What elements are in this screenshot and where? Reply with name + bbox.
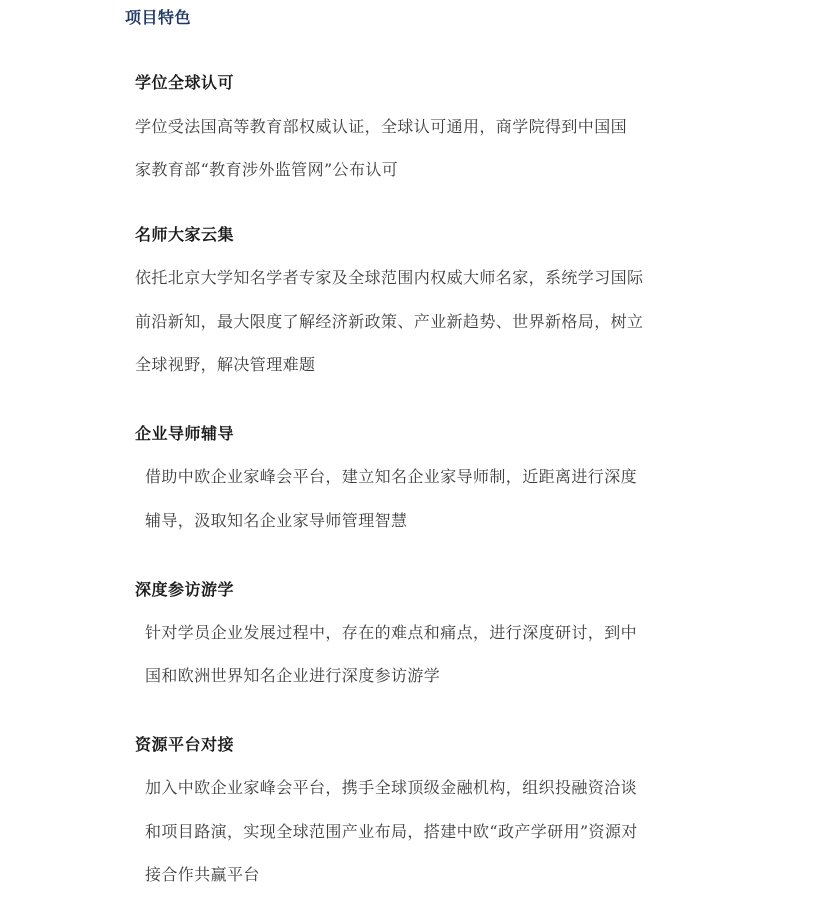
section-text-line: 辅导，汲取知名企业家导师管理智慧: [145, 511, 408, 530]
section-heading-resources: 资源平台对接: [135, 735, 235, 754]
section-heading-degree: 学位全球认可: [135, 73, 235, 92]
section-text-line: 和项目路演，实现全球范围产业布局，搭建中欧“政产学研用”资源对: [145, 822, 638, 841]
section-text-line: 借助中欧企业家峰会平台，建立知名企业家导师制，近距离进行深度: [145, 467, 638, 486]
section-text-line: 依托北京大学知名学者专家及全球范围内权威大师名家，系统学习国际: [135, 268, 644, 287]
section-text-line: 加入中欧企业家峰会平台，携手全球顶级金融机构，组织投融资洽谈: [145, 778, 638, 797]
section-heading-mentor: 企业导师辅导: [135, 424, 235, 443]
section-text-line: 国和欧洲世界知名企业进行深度参访游学: [145, 666, 441, 685]
page-title: 项目特色: [125, 8, 192, 27]
section-text-line: 前沿新知，最大限度了解经济新政策、产业新趋势、世界新格局，树立: [135, 312, 644, 331]
section-text-line: 学位受法国高等教育部权威认证，全球认可通用，商学院得到中国国: [135, 117, 628, 136]
section-text-line: 全球视野，解决管理难题: [135, 355, 316, 374]
section-heading-faculty: 名师大家云集: [135, 225, 235, 244]
section-text-line: 家教育部“教育涉外监管网”公布认可: [135, 160, 399, 179]
section-text-line: 针对学员企业发展过程中，存在的难点和痛点，进行深度研讨，到中: [145, 623, 638, 642]
section-text-line: 接合作共赢平台: [145, 865, 260, 884]
section-heading-visit: 深度参访游学: [135, 580, 235, 599]
